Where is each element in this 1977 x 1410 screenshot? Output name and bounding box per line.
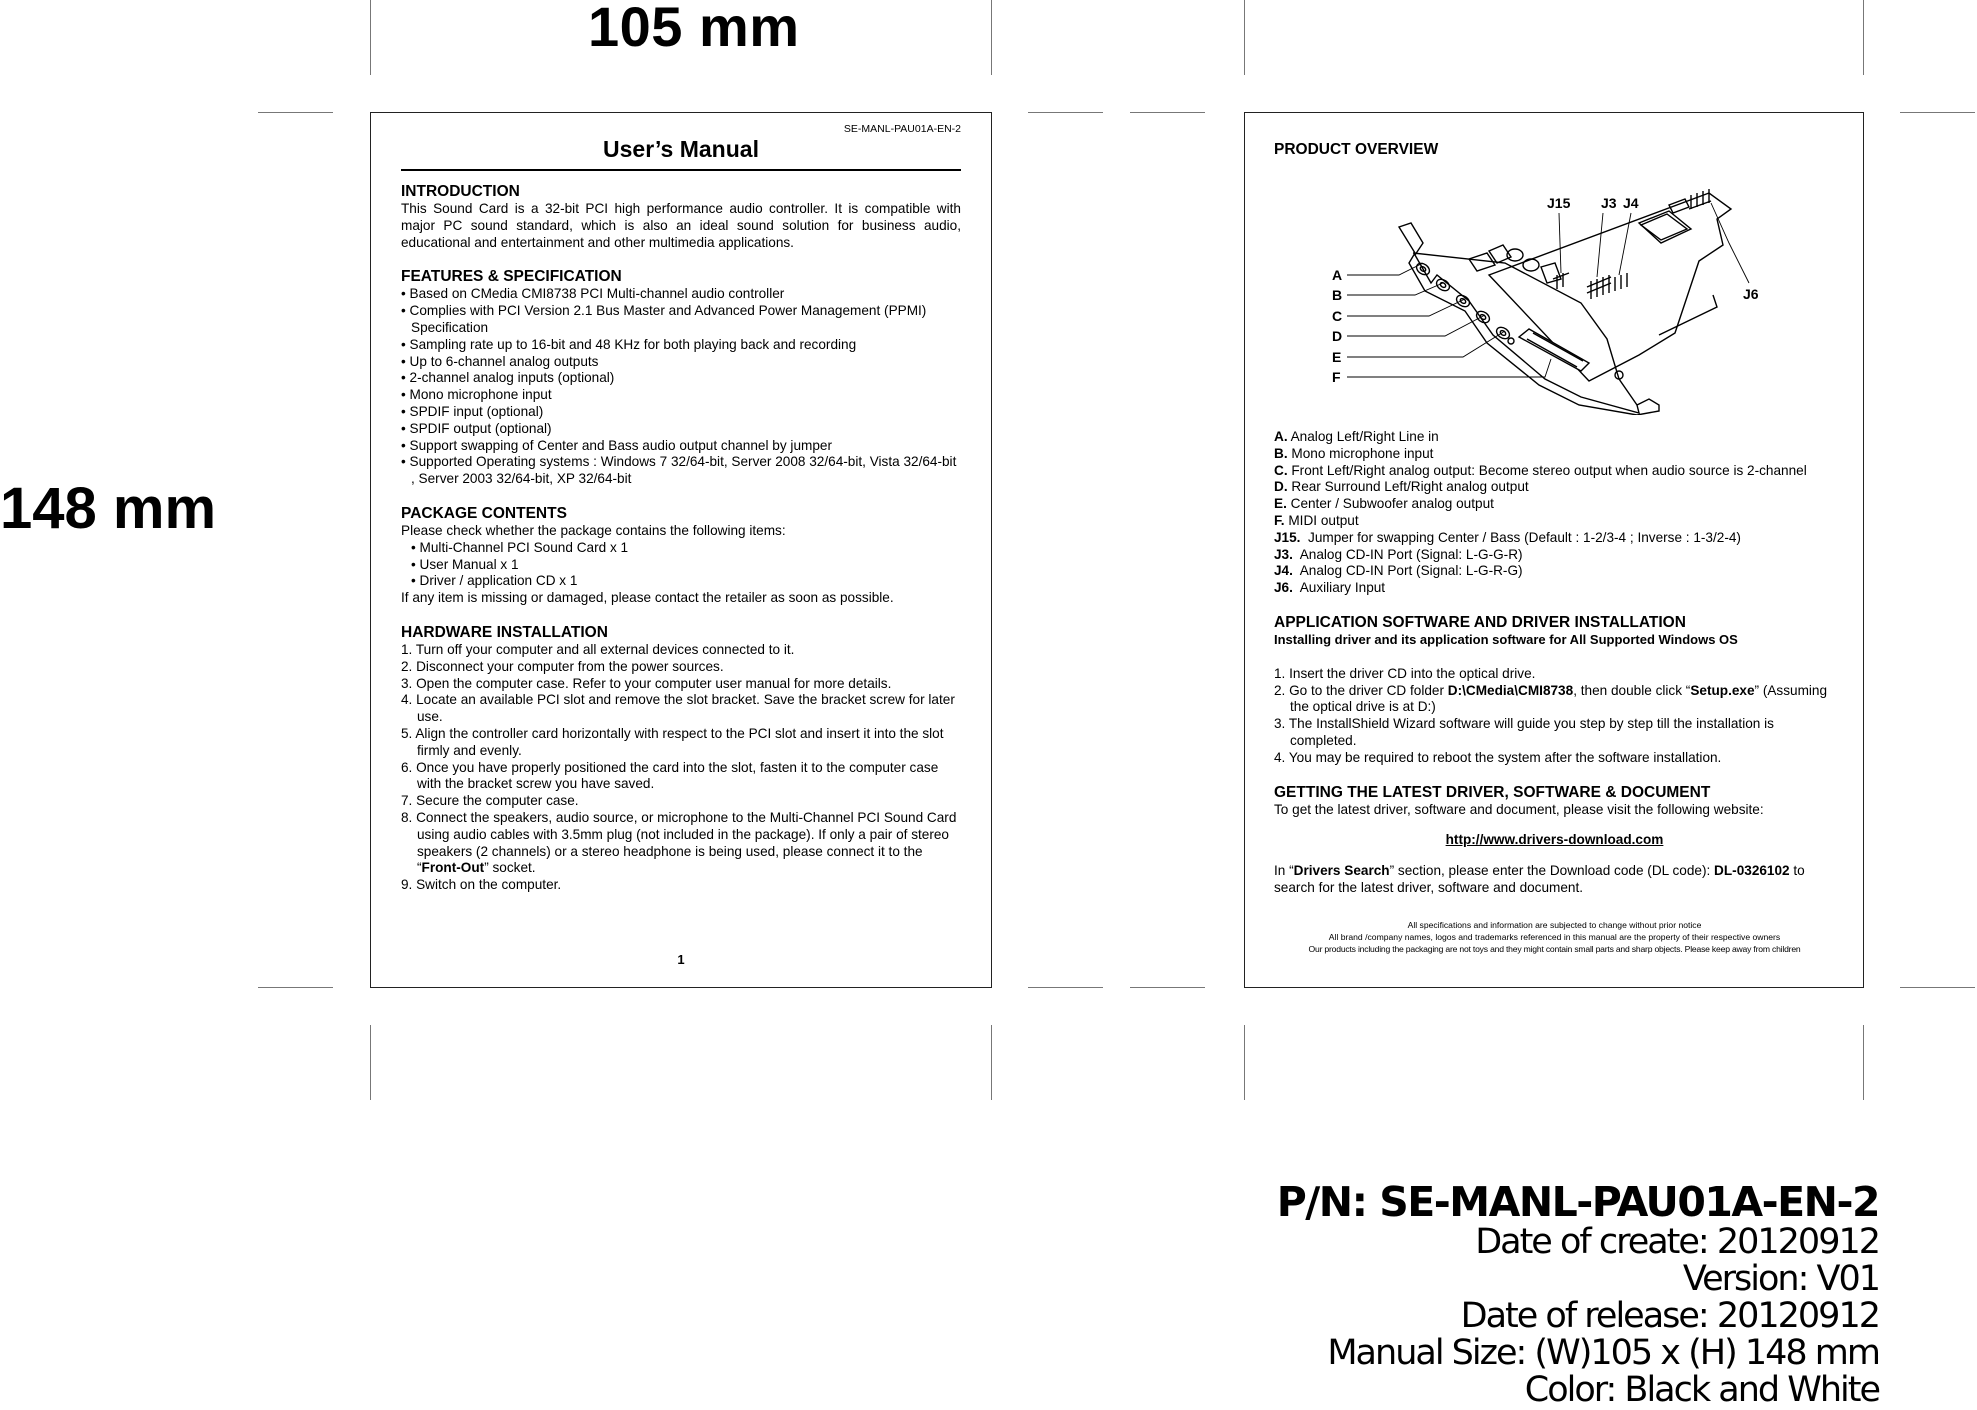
package-heading: PACKAGE CONTENTS (401, 504, 567, 522)
version: Version: V01 (1682, 1259, 1879, 1299)
date-of-release: Date of release: 20120912 (1460, 1296, 1879, 1336)
label-f: F (1332, 369, 1341, 385)
crop-mark (1130, 112, 1205, 113)
list-item (401, 810, 961, 877)
list-item: 2. Go to the driver CD folder D:\CMedia\CMI8738, then double click “Setup.exe” (Assuming the optical drive is at D:) (1274, 682, 1828, 715)
list-item: • SPDIF input (optional) (401, 403, 544, 419)
step8-end: ” socket. (484, 860, 536, 876)
document-code: SE-MANL-PAU01A-EN-2 (843, 123, 961, 135)
crop-mark (1244, 0, 1245, 75)
list-item: • 2-channel analog inputs (optional) (401, 370, 615, 386)
part-number: P/N: SE-MANL-PAU01A-EN-2 (1276, 1178, 1879, 1226)
drivers-search-label: Drivers Search (1293, 863, 1390, 879)
list-item: • Mono microphone input (401, 387, 552, 403)
list-item: J15. Jumper for swapping Center / Bass (Default : 1-2/3-4 ; Inverse : 1-3/2-4) (1274, 529, 1741, 545)
list-item: • Multi-Channel PCI Sound Card x 1 (411, 539, 629, 555)
product-overview-heading: PRODUCT OVERVIEW (1274, 141, 1439, 158)
crop-mark (1900, 112, 1975, 113)
software-steps (1274, 666, 1835, 767)
height-dimension-label: 148 mm (0, 476, 217, 541)
page1-body (401, 183, 961, 894)
disclaimer-line: Our products including the packaging are not toys and they might contain small parts and sharp objects. Please keep away from children (1308, 943, 1801, 954)
label-c: C (1332, 308, 1343, 324)
latest-driver-text: To get the latest driver, software and document, please visit the following website: (1274, 801, 1764, 817)
print-info-block (1277, 1180, 1879, 1409)
step8-text: 8. Connect the speakers, audio source, or microphone to the Multi-Channel PCI Sound Card using audio cables with 3.5mm plug (not included in the package). If only a pair of stereo speakers (2 channels) or a stereo headphone is being used, please connect it to the “ (401, 809, 957, 876)
list-item: 7. Secure the computer case. (401, 793, 579, 809)
title-rule (401, 169, 961, 171)
page2-body (1274, 429, 1835, 955)
crop-mark (370, 1025, 371, 1100)
crop-mark (1863, 0, 1864, 75)
label-j6: J6 (1743, 286, 1759, 302)
crop-mark (370, 0, 371, 75)
list-item: 3. The InstallShield Wizard software will guide you step by step till the installation is completed. (1274, 716, 1774, 748)
manual-page-1 (370, 112, 992, 988)
list-item: C. Front Left/Right analog output: Become stereo output when audio source is 2-channel (1274, 462, 1807, 478)
list-item: D. Rear Surround Left/Right analog output (1274, 479, 1529, 495)
sound-card-diagram (1319, 183, 1799, 415)
crop-mark (991, 1025, 992, 1100)
package-note: If any item is missing or damaged, please contact the retailer as soon as possible. (401, 590, 894, 606)
list-item: 2. Disconnect your computer from the power sources. (401, 658, 724, 674)
list-item: E. Center / Subwoofer analog output (1274, 496, 1494, 512)
features-heading: FEATURES & SPECIFICATION (401, 268, 622, 286)
crop-mark (1028, 987, 1103, 988)
list-item: • Support swapping of Center and Bass audio output channel by jumper (401, 437, 832, 453)
list-item: 5. Align the controller card horizontally with respect to the PCI slot and insert it into the slot firmly and evenly. (401, 725, 944, 758)
label-a: A (1332, 267, 1343, 283)
list-item: J3. Analog CD-IN Port (Signal: L-G-G-R) (1274, 546, 1523, 562)
list-item: A. Analog Left/Right Line in (1274, 429, 1439, 444)
list-item: • Up to 6-channel analog outputs (401, 353, 599, 369)
manual-page-2 (1244, 112, 1864, 988)
package-list (401, 540, 961, 590)
download-code: DL-0326102 (1714, 863, 1790, 879)
driver-folder-path: D:\CMedia\CMI8738 (1447, 682, 1574, 698)
drivers-search-text: In “Drivers Search” section, please enter the Download code (DL code): DL-0326102 to search for the latest driver, software and document. (1274, 863, 1805, 895)
label-b: B (1332, 287, 1343, 303)
label-j3: J3 (1601, 195, 1617, 211)
list-item: 3. Open the computer case. Refer to your computer user manual for more details. (401, 675, 892, 691)
crop-mark (991, 0, 992, 75)
print-color: Color: Black and White (1524, 1370, 1879, 1410)
introduction-heading: INTRODUCTION (401, 183, 520, 200)
crop-mark (1130, 987, 1205, 988)
list-item: J6. Auxiliary Input (1274, 580, 1386, 596)
crop-mark (1028, 112, 1103, 113)
list-item: 1. Turn off your computer and all external devices connected to it. (401, 641, 795, 657)
list-item: J4. Analog CD-IN Port (Signal: L-G-R-G) (1274, 563, 1523, 579)
manual-size: Manual Size: (W)105 x (H) 148 mm (1327, 1333, 1879, 1373)
download-website-link[interactable]: http://www.drivers-download.com (1445, 832, 1664, 848)
software-subheading: Installing driver and its application software for All Supported Windows OS (1274, 631, 1738, 647)
date-of-create: Date of create: 20120912 (1475, 1222, 1879, 1262)
label-d: D (1332, 328, 1343, 344)
list-item: 6. Once you have properly positioned the card into the slot, fasten it to the computer case with the bracket screw you have saved. (401, 759, 939, 792)
list-item: F. MIDI output (1274, 512, 1359, 528)
list-item: • Based on CMedia CMI8738 PCI Multi-channel audio controller (401, 286, 785, 302)
page-title: User’s Manual (603, 136, 759, 162)
list-item: B. Mono microphone input (1274, 445, 1434, 461)
list-item: • Complies with PCI Version 2.1 Bus Master and Advanced Power Management (PPMI) Specification (401, 303, 927, 335)
introduction-text: This Sound Card is a 32-bit PCI high performance audio controller. It is compatible with major PC sound standard, which is also an ideal sound solution for business audio, educational and entertainment and other multimedia applications. (401, 201, 961, 250)
pcb-board (1489, 193, 1731, 381)
crop-mark (1244, 1025, 1245, 1100)
crop-mark (258, 987, 333, 988)
label-j4: J4 (1623, 195, 1639, 211)
list-item: • Sampling rate up to 16-bit and 48 KHz for both playing back and recording (401, 336, 857, 352)
crop-mark (1900, 987, 1975, 988)
page-number: 1 (677, 952, 685, 968)
list-item: • Supported Operating systems : Windows 7 32/64-bit, Server 2008 32/64-bit, Vista 32/64-bit , Server 2003 32/64-bit, XP 32/64-bit (401, 454, 957, 487)
width-dimension-label: 105 mm (588, 0, 800, 58)
crop-mark (1863, 1025, 1864, 1100)
label-j15: J15 (1547, 195, 1571, 211)
setup-filename: Setup.exe (1690, 682, 1755, 698)
front-out-label: Front-Out (421, 860, 485, 876)
label-e: E (1332, 349, 1342, 365)
hardware-heading: HARDWARE INSTALLATION (401, 623, 608, 641)
hardware-steps (401, 642, 961, 894)
list-item: 4. Locate an available PCI slot and remove the slot bracket. Save the bracket screw for later use. (401, 692, 955, 725)
disclaimer-line: All specifications and information are subjected to change without prior notice (1407, 919, 1702, 930)
component-legend (1274, 429, 1835, 597)
list-item: • User Manual x 1 (411, 556, 519, 572)
list-item: • SPDIF output (optional) (401, 420, 552, 436)
features-list (401, 286, 961, 488)
package-intro: Please check whether the package contains the following items: (401, 522, 786, 538)
list-item: • Driver / application CD x 1 (411, 573, 578, 589)
list-item: 4. You may be required to reboot the system after the software installation. (1274, 749, 1722, 765)
disclaimer-line: All brand /company names, logos and trademarks referenced in this manual are the property of their respective owners (1328, 931, 1781, 942)
list-item: 1. Insert the driver CD into the optical drive. (1274, 665, 1536, 681)
crop-mark (258, 112, 333, 113)
software-heading: APPLICATION SOFTWARE AND DRIVER INSTALLATION (1274, 613, 1686, 631)
list-item: 9. Switch on the computer. (401, 877, 562, 893)
latest-driver-heading: GETTING THE LATEST DRIVER, SOFTWARE & DOCUMENT (1274, 783, 1711, 801)
